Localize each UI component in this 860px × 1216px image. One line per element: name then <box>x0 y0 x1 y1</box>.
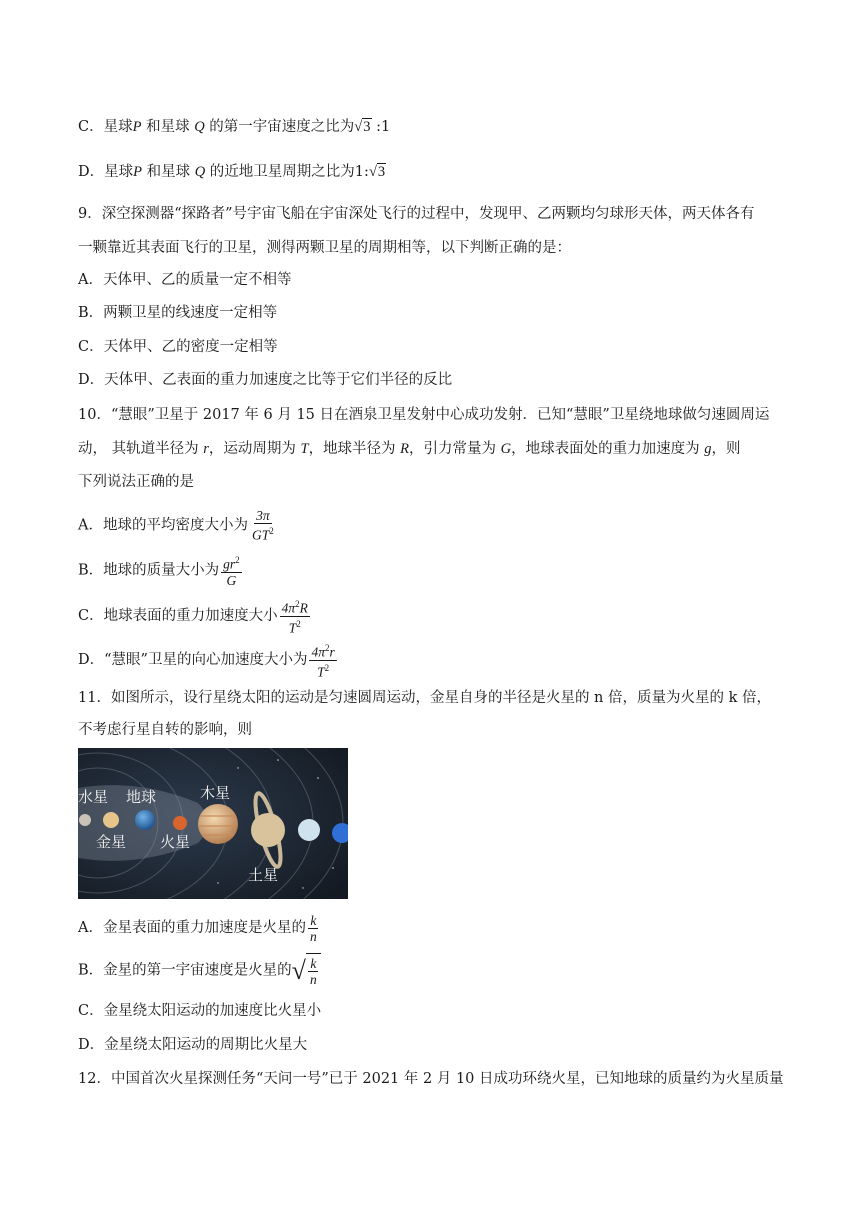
q9-stem-line1: 9．深空探测器“探路者”号宇宙飞船在宇宙深处飞行的过程中，发现甲、乙两颗均匀球形天体，两天体各有 <box>78 206 755 222</box>
fraction-k-over-n: $\frac{k}{n}$ <box>309 912 317 944</box>
q10-stem-line1: 10．“慧眼”卫星于 2017 年 6 月 15 日在酒泉卫星发射中心成功发射．已知“慧眼”卫星绕地球做匀速圆周运 <box>78 407 770 423</box>
q8-option-c: C．星球P 和星球 Q 的第一宇宙速度之比为√3 :1 <box>78 119 391 135</box>
fraction-mass: $\frac{gr^2}{G}$ <box>223 555 240 588</box>
q11-stem-line2: 不考虑行星自转的影响，则 <box>78 722 252 738</box>
q9-option-c: C．天体甲、乙的密度一定相等 <box>78 339 278 355</box>
q8-option-d: D．星球P 和星球 Q 的近地卫星周期之比为1:√3 <box>78 164 386 180</box>
q10-option-b: B．地球的质量大小为 $\frac{gr^2}{G}$ <box>78 555 240 588</box>
uranus-planet <box>298 819 320 841</box>
label-saturn: 土星 <box>248 866 279 884</box>
q9-option-a: A．天体甲、乙的质量一定不相等 <box>78 272 292 288</box>
sqrt-k-over-n: √ $\frac{k}{n}$ <box>292 953 321 988</box>
solar-system-figure <box>78 748 348 899</box>
q11-option-c: C．金星绕太阳运动的加速度比火星小 <box>78 1003 322 1019</box>
q9-option-b: B．两颗卫星的线速度一定相等 <box>78 305 278 321</box>
q11-option-a: A．金星表面的重力加速度是火星的 $\frac{k}{n}$ <box>78 912 317 944</box>
q10-stem-line2: 动， 其轨道半径为 r，运动周期为 T，地球半径为 R，引力常量为 G，地球表面处的重力加速度为 g，则 <box>78 441 741 457</box>
var-q: Q <box>194 119 205 135</box>
fraction-density: $\frac{3\pi}{GT^2}$ <box>251 508 274 543</box>
q10-option-c: C．地球表面的重力加速度大小 $\frac{4\pi^2R}{T^2}$ <box>78 599 308 635</box>
jupiter-planet <box>198 804 238 844</box>
mercury-planet <box>79 814 91 826</box>
q10-option-a: A．地球的平均密度大小为 $\frac{3\pi}{GT^2}$ <box>78 508 274 543</box>
mars-planet <box>173 816 187 830</box>
fraction-gravity: $\frac{4\pi^2R}{T^2}$ <box>281 599 308 635</box>
label-jupiter: 木星 <box>200 784 231 802</box>
earth-planet <box>135 810 155 830</box>
q9-stem-line2: 一颗靠近其表面飞行的卫星，测得两颗卫星的周期相等，以下判断正确的是： <box>78 240 571 256</box>
label-venus: 金星 <box>96 833 127 851</box>
q11-option-b: B．金星的第一宇宙速度是火星的 √ $\frac{k}{n}$ <box>78 953 321 988</box>
label-mercury: 水星 <box>78 788 109 806</box>
q12-stem-line1: 12．中国首次火星探测任务“天问一号”已于 2021 年 2 月 10 日成功环绕火星，已知地球的质量约为火星质量 <box>78 1071 784 1087</box>
label-earth: 地球 <box>126 788 157 806</box>
label-mars: 火星 <box>160 833 191 851</box>
sqrt-3: √3 <box>368 164 386 180</box>
q10-stem-line3: 下列说法正确的是 <box>78 474 194 490</box>
sqrt-3: √3 <box>354 119 371 135</box>
q11-stem-line1: 11．如图所示，设行星绕太阳的运动是匀速圆周运动，金星自身的半径是火星的 n 倍，质量为火星的 k 倍， <box>78 690 772 706</box>
var-p: P <box>132 119 142 135</box>
q10-option-d: D．“慧眼”卫星的向心加速度大小为 $\frac{4\pi^2r}{T^2}$ <box>78 643 335 679</box>
venus-planet <box>103 812 119 828</box>
fraction-centripetal: $\frac{4\pi^2r}{T^2}$ <box>311 643 335 679</box>
solar-system-image <box>78 748 348 899</box>
q11-option-d: D．金星绕太阳运动的周期比火星大 <box>78 1037 308 1053</box>
q9-option-d: D．天体甲、乙表面的重力加速度之比等于它们半径的反比 <box>78 372 453 388</box>
